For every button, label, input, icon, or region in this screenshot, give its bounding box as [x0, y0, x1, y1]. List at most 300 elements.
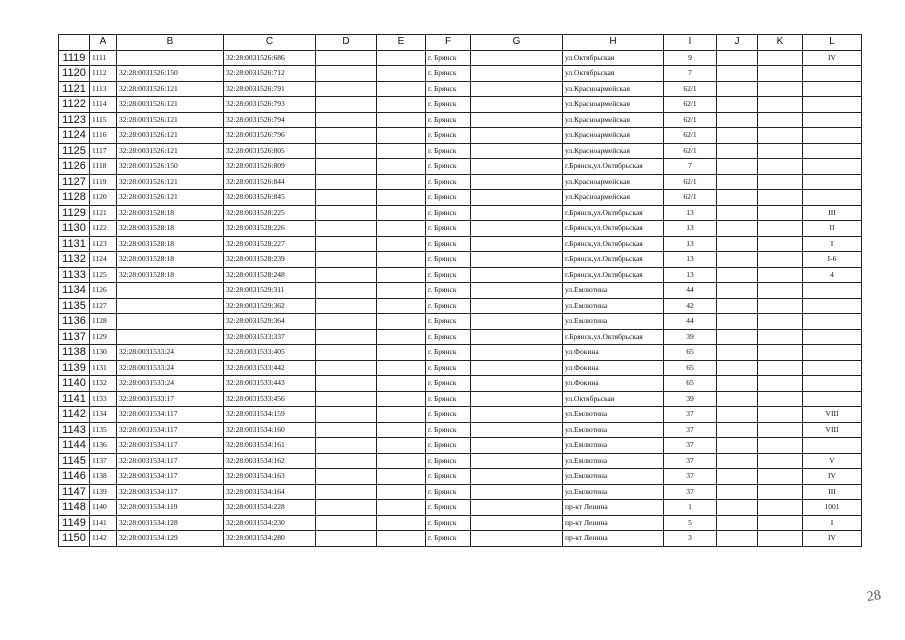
cell-b[interactable]: 32:28:0031534:119	[117, 500, 224, 516]
cell-d[interactable]	[316, 298, 377, 314]
cell-j[interactable]	[717, 484, 758, 500]
cell-a[interactable]: 1141	[90, 515, 117, 531]
cell-c[interactable]: 32:28:0031528:226	[224, 221, 316, 237]
cell-a[interactable]: 1123	[90, 236, 117, 252]
cell-a[interactable]: 1135	[90, 422, 117, 438]
cell-f[interactable]: г. Брянск	[426, 407, 471, 423]
row-number[interactable]: 1128	[59, 190, 90, 206]
cell-j[interactable]	[717, 252, 758, 268]
cell-e[interactable]	[377, 50, 426, 66]
cell-f[interactable]: г. Брянск	[426, 345, 471, 361]
cell-h[interactable]: ул.Красноармейская	[563, 81, 664, 97]
column-header-g[interactable]: G	[471, 35, 563, 51]
cell-e[interactable]	[377, 391, 426, 407]
column-header-a[interactable]: A	[90, 35, 117, 51]
cell-j[interactable]	[717, 376, 758, 392]
cell-i[interactable]: 37	[664, 453, 717, 469]
cell-a[interactable]: 1115	[90, 112, 117, 128]
cell-b[interactable]: 32:28:0031526:121	[117, 190, 224, 206]
cell-i[interactable]: 1	[664, 500, 717, 516]
row-number[interactable]: 1129	[59, 205, 90, 221]
cell-c[interactable]: 32:28:0031534:161	[224, 438, 316, 454]
cell-k[interactable]	[758, 407, 803, 423]
cell-c[interactable]: 32:28:0031526:686	[224, 50, 316, 66]
cell-l[interactable]	[803, 159, 862, 175]
cell-k[interactable]	[758, 128, 803, 144]
cell-j[interactable]	[717, 221, 758, 237]
cell-g[interactable]	[471, 515, 563, 531]
column-header-d[interactable]: D	[316, 35, 377, 51]
cell-f[interactable]: г. Брянск	[426, 97, 471, 113]
cell-l[interactable]: 1001	[803, 500, 862, 516]
cell-f[interactable]: г. Брянск	[426, 50, 471, 66]
cell-j[interactable]	[717, 422, 758, 438]
cell-c[interactable]: 32:28:0031534:159	[224, 407, 316, 423]
cell-e[interactable]	[377, 81, 426, 97]
cell-g[interactable]	[471, 453, 563, 469]
cell-i[interactable]: 44	[664, 314, 717, 330]
cell-d[interactable]	[316, 252, 377, 268]
cell-b[interactable]: 32:28:0031526:121	[117, 112, 224, 128]
cell-e[interactable]	[377, 159, 426, 175]
cell-k[interactable]	[758, 267, 803, 283]
cell-j[interactable]	[717, 500, 758, 516]
cell-l[interactable]: I	[803, 236, 862, 252]
row-number[interactable]: 1146	[59, 469, 90, 485]
cell-j[interactable]	[717, 360, 758, 376]
cell-g[interactable]	[471, 112, 563, 128]
cell-c[interactable]: 32:28:0031528:248	[224, 267, 316, 283]
cell-g[interactable]	[471, 345, 563, 361]
cell-h[interactable]: г.Брянск,ул.Октябрьская	[563, 252, 664, 268]
row-number[interactable]: 1124	[59, 128, 90, 144]
cell-e[interactable]	[377, 97, 426, 113]
row-number[interactable]: 1143	[59, 422, 90, 438]
cell-i[interactable]: 62/1	[664, 81, 717, 97]
cell-j[interactable]	[717, 205, 758, 221]
cell-k[interactable]	[758, 298, 803, 314]
cell-b[interactable]: 32:28:0031533:17	[117, 391, 224, 407]
cell-l[interactable]: III	[803, 484, 862, 500]
cell-d[interactable]	[316, 174, 377, 190]
cell-l[interactable]: I	[803, 515, 862, 531]
cell-f[interactable]: г. Брянск	[426, 174, 471, 190]
cell-j[interactable]	[717, 190, 758, 206]
cell-j[interactable]	[717, 159, 758, 175]
cell-i[interactable]: 13	[664, 252, 717, 268]
cell-l[interactable]	[803, 128, 862, 144]
cell-c[interactable]: 32:28:0031526:712	[224, 66, 316, 82]
row-number[interactable]: 1134	[59, 283, 90, 299]
cell-b[interactable]: 32:28:0031526:150	[117, 66, 224, 82]
row-number[interactable]: 1139	[59, 360, 90, 376]
cell-j[interactable]	[717, 407, 758, 423]
cell-h[interactable]: пр-кт Ленина	[563, 500, 664, 516]
cell-d[interactable]	[316, 81, 377, 97]
cell-e[interactable]	[377, 360, 426, 376]
cell-f[interactable]: г. Брянск	[426, 81, 471, 97]
cell-f[interactable]: г. Брянск	[426, 469, 471, 485]
cell-k[interactable]	[758, 174, 803, 190]
cell-h[interactable]: г.Брянск,ул.Октябрьская	[563, 267, 664, 283]
cell-j[interactable]	[717, 314, 758, 330]
cell-h[interactable]: г.Брянск,ул.Октябрьская	[563, 205, 664, 221]
cell-j[interactable]	[717, 143, 758, 159]
cell-j[interactable]	[717, 128, 758, 144]
cell-c[interactable]: 32:28:0031533:442	[224, 360, 316, 376]
cell-k[interactable]	[758, 531, 803, 547]
cell-b[interactable]	[117, 50, 224, 66]
cell-i[interactable]: 62/1	[664, 174, 717, 190]
cell-h[interactable]: ул.Красноармейская	[563, 143, 664, 159]
row-number[interactable]: 1148	[59, 500, 90, 516]
cell-h[interactable]: ул.Красноармейская	[563, 190, 664, 206]
cell-c[interactable]: 32:28:0031534:160	[224, 422, 316, 438]
cell-k[interactable]	[758, 314, 803, 330]
cell-l[interactable]	[803, 360, 862, 376]
cell-l[interactable]	[803, 438, 862, 454]
cell-h[interactable]: г.Брянск,ул.Октябрьская	[563, 236, 664, 252]
cell-c[interactable]: 32:28:0031528:227	[224, 236, 316, 252]
cell-k[interactable]	[758, 283, 803, 299]
cell-j[interactable]	[717, 174, 758, 190]
cell-c[interactable]: 32:28:0031534:228	[224, 500, 316, 516]
cell-b[interactable]: 32:28:0031528:18	[117, 221, 224, 237]
cell-a[interactable]: 1142	[90, 531, 117, 547]
cell-d[interactable]	[316, 391, 377, 407]
cell-f[interactable]: г. Брянск	[426, 360, 471, 376]
cell-b[interactable]	[117, 283, 224, 299]
cell-a[interactable]: 1120	[90, 190, 117, 206]
cell-d[interactable]	[316, 97, 377, 113]
cell-f[interactable]: г. Брянск	[426, 531, 471, 547]
cell-g[interactable]	[471, 329, 563, 345]
cell-h[interactable]: г.Брянск,ул.Октябрьская	[563, 221, 664, 237]
row-number[interactable]: 1127	[59, 174, 90, 190]
cell-b[interactable]: 32:28:0031534:117	[117, 484, 224, 500]
cell-e[interactable]	[377, 128, 426, 144]
cell-h[interactable]: пр-кт Ленина	[563, 531, 664, 547]
cell-k[interactable]	[758, 50, 803, 66]
row-number[interactable]: 1149	[59, 515, 90, 531]
cell-h[interactable]: ул.Фокина	[563, 360, 664, 376]
cell-f[interactable]: г. Брянск	[426, 236, 471, 252]
cell-h[interactable]: ул.Красноармейская	[563, 97, 664, 113]
cell-j[interactable]	[717, 515, 758, 531]
cell-e[interactable]	[377, 298, 426, 314]
cell-k[interactable]	[758, 205, 803, 221]
cell-k[interactable]	[758, 438, 803, 454]
cell-h[interactable]: ул.Октябрьская	[563, 391, 664, 407]
cell-k[interactable]	[758, 97, 803, 113]
cell-h[interactable]: ул.Емлютина	[563, 469, 664, 485]
column-header-k[interactable]: K	[758, 35, 803, 51]
cell-c[interactable]: 32:28:0031533:405	[224, 345, 316, 361]
cell-k[interactable]	[758, 360, 803, 376]
cell-j[interactable]	[717, 236, 758, 252]
cell-j[interactable]	[717, 267, 758, 283]
cell-l[interactable]: VIII	[803, 407, 862, 423]
cell-e[interactable]	[377, 174, 426, 190]
cell-a[interactable]: 1113	[90, 81, 117, 97]
cell-e[interactable]	[377, 469, 426, 485]
corner-header[interactable]	[59, 35, 90, 51]
cell-d[interactable]	[316, 345, 377, 361]
cell-c[interactable]: 32:28:0031528:225	[224, 205, 316, 221]
cell-i[interactable]: 42	[664, 298, 717, 314]
cell-k[interactable]	[758, 112, 803, 128]
cell-g[interactable]	[471, 190, 563, 206]
cell-c[interactable]: 32:28:0031526:796	[224, 128, 316, 144]
cell-d[interactable]	[316, 236, 377, 252]
row-number[interactable]: 1145	[59, 453, 90, 469]
cell-e[interactable]	[377, 236, 426, 252]
cell-f[interactable]: г. Брянск	[426, 283, 471, 299]
cell-g[interactable]	[471, 422, 563, 438]
cell-k[interactable]	[758, 391, 803, 407]
cell-k[interactable]	[758, 81, 803, 97]
cell-j[interactable]	[717, 81, 758, 97]
cell-l[interactable]: VIII	[803, 422, 862, 438]
cell-b[interactable]	[117, 314, 224, 330]
cell-b[interactable]: 32:28:0031526:150	[117, 159, 224, 175]
cell-b[interactable]: 32:28:0031534:128	[117, 515, 224, 531]
cell-j[interactable]	[717, 345, 758, 361]
cell-b[interactable]: 32:28:0031526:121	[117, 97, 224, 113]
cell-f[interactable]: г. Брянск	[426, 252, 471, 268]
row-number[interactable]: 1136	[59, 314, 90, 330]
cell-a[interactable]: 1112	[90, 66, 117, 82]
cell-g[interactable]	[471, 314, 563, 330]
cell-k[interactable]	[758, 500, 803, 516]
cell-i[interactable]: 62/1	[664, 143, 717, 159]
cell-a[interactable]: 1139	[90, 484, 117, 500]
cell-i[interactable]: 62/1	[664, 97, 717, 113]
cell-d[interactable]	[316, 190, 377, 206]
cell-i[interactable]: 65	[664, 345, 717, 361]
cell-a[interactable]: 1126	[90, 283, 117, 299]
cell-f[interactable]: г. Брянск	[426, 66, 471, 82]
cell-g[interactable]	[471, 159, 563, 175]
cell-a[interactable]: 1136	[90, 438, 117, 454]
cell-c[interactable]: 32:28:0031529:362	[224, 298, 316, 314]
cell-k[interactable]	[758, 422, 803, 438]
cell-g[interactable]	[471, 97, 563, 113]
cell-i[interactable]: 13	[664, 205, 717, 221]
cell-f[interactable]: г. Брянск	[426, 376, 471, 392]
cell-c[interactable]: 32:28:0031526:794	[224, 112, 316, 128]
cell-d[interactable]	[316, 128, 377, 144]
cell-b[interactable]: 32:28:0031534:129	[117, 531, 224, 547]
row-number[interactable]: 1147	[59, 484, 90, 500]
cell-j[interactable]	[717, 391, 758, 407]
cell-c[interactable]: 32:28:0031526:805	[224, 143, 316, 159]
cell-h[interactable]: ул.Емлютина	[563, 314, 664, 330]
cell-j[interactable]	[717, 66, 758, 82]
cell-a[interactable]: 1119	[90, 174, 117, 190]
cell-d[interactable]	[316, 329, 377, 345]
cell-l[interactable]	[803, 376, 862, 392]
row-number[interactable]: 1131	[59, 236, 90, 252]
cell-j[interactable]	[717, 438, 758, 454]
cell-c[interactable]: 32:28:0031533:337	[224, 329, 316, 345]
cell-a[interactable]: 1130	[90, 345, 117, 361]
cell-e[interactable]	[377, 329, 426, 345]
cell-e[interactable]	[377, 143, 426, 159]
cell-f[interactable]: г. Брянск	[426, 500, 471, 516]
row-number[interactable]: 1137	[59, 329, 90, 345]
cell-c[interactable]: 32:28:0031526:845	[224, 190, 316, 206]
row-number[interactable]: 1138	[59, 345, 90, 361]
cell-a[interactable]: 1128	[90, 314, 117, 330]
cell-d[interactable]	[316, 376, 377, 392]
cell-d[interactable]	[316, 438, 377, 454]
cell-b[interactable]: 32:28:0031534:117	[117, 422, 224, 438]
cell-e[interactable]	[377, 221, 426, 237]
cell-i[interactable]: 9	[664, 50, 717, 66]
cell-l[interactable]	[803, 97, 862, 113]
cell-d[interactable]	[316, 469, 377, 485]
cell-l[interactable]	[803, 81, 862, 97]
cell-k[interactable]	[758, 190, 803, 206]
cell-f[interactable]: г. Брянск	[426, 422, 471, 438]
cell-c[interactable]: 32:28:0031533:443	[224, 376, 316, 392]
cell-c[interactable]: 32:28:0031534:162	[224, 453, 316, 469]
cell-h[interactable]: ул.Емлютина	[563, 453, 664, 469]
cell-e[interactable]	[377, 283, 426, 299]
cell-i[interactable]: 62/1	[664, 190, 717, 206]
cell-i[interactable]: 37	[664, 484, 717, 500]
cell-l[interactable]	[803, 298, 862, 314]
cell-g[interactable]	[471, 500, 563, 516]
cell-c[interactable]: 32:28:0031534:230	[224, 515, 316, 531]
cell-c[interactable]: 32:28:0031534:164	[224, 484, 316, 500]
cell-l[interactable]: I-6	[803, 252, 862, 268]
cell-j[interactable]	[717, 531, 758, 547]
cell-b[interactable]	[117, 329, 224, 345]
row-number[interactable]: 1130	[59, 221, 90, 237]
cell-l[interactable]: 4	[803, 267, 862, 283]
cell-b[interactable]: 32:28:0031533:24	[117, 345, 224, 361]
cell-i[interactable]: 65	[664, 360, 717, 376]
cell-g[interactable]	[471, 298, 563, 314]
cell-e[interactable]	[377, 190, 426, 206]
cell-b[interactable]: 32:28:0031533:24	[117, 376, 224, 392]
cell-i[interactable]: 13	[664, 267, 717, 283]
cell-c[interactable]: 32:28:0031533:456	[224, 391, 316, 407]
column-header-l[interactable]: L	[803, 35, 862, 51]
row-number[interactable]: 1141	[59, 391, 90, 407]
row-number[interactable]: 1126	[59, 159, 90, 175]
cell-e[interactable]	[377, 407, 426, 423]
cell-c[interactable]: 32:28:0031529:364	[224, 314, 316, 330]
cell-g[interactable]	[471, 236, 563, 252]
cell-h[interactable]: ул.Октябрьская	[563, 66, 664, 82]
cell-g[interactable]	[471, 143, 563, 159]
cell-e[interactable]	[377, 205, 426, 221]
cell-g[interactable]	[471, 283, 563, 299]
cell-c[interactable]: 32:28:0031534:280	[224, 531, 316, 547]
cell-a[interactable]: 1133	[90, 391, 117, 407]
cell-i[interactable]: 13	[664, 236, 717, 252]
cell-f[interactable]: г. Брянск	[426, 329, 471, 345]
cell-b[interactable]	[117, 298, 224, 314]
cell-a[interactable]: 1111	[90, 50, 117, 66]
cell-f[interactable]: г. Брянск	[426, 112, 471, 128]
cell-g[interactable]	[471, 174, 563, 190]
cell-j[interactable]	[717, 283, 758, 299]
cell-j[interactable]	[717, 298, 758, 314]
cell-b[interactable]: 32:28:0031533:24	[117, 360, 224, 376]
cell-b[interactable]: 32:28:0031526:121	[117, 143, 224, 159]
row-number[interactable]: 1133	[59, 267, 90, 283]
cell-d[interactable]	[316, 422, 377, 438]
column-header-c[interactable]: C	[224, 35, 316, 51]
row-number[interactable]: 1122	[59, 97, 90, 113]
cell-g[interactable]	[471, 66, 563, 82]
cell-b[interactable]: 32:28:0031534:117	[117, 469, 224, 485]
cell-h[interactable]: ул.Октябрьская	[563, 50, 664, 66]
cell-d[interactable]	[316, 515, 377, 531]
cell-c[interactable]: 32:28:0031526:809	[224, 159, 316, 175]
cell-g[interactable]	[471, 376, 563, 392]
cell-k[interactable]	[758, 376, 803, 392]
cell-a[interactable]: 1140	[90, 500, 117, 516]
cell-a[interactable]: 1129	[90, 329, 117, 345]
column-header-b[interactable]: B	[117, 35, 224, 51]
cell-i[interactable]: 37	[664, 422, 717, 438]
cell-a[interactable]: 1121	[90, 205, 117, 221]
cell-h[interactable]: ул.Фокина	[563, 376, 664, 392]
cell-b[interactable]: 32:28:0031528:18	[117, 267, 224, 283]
cell-g[interactable]	[471, 407, 563, 423]
cell-a[interactable]: 1114	[90, 97, 117, 113]
cell-e[interactable]	[377, 422, 426, 438]
cell-h[interactable]: ул.Емлютина	[563, 484, 664, 500]
cell-d[interactable]	[316, 283, 377, 299]
row-number[interactable]: 1121	[59, 81, 90, 97]
cell-j[interactable]	[717, 97, 758, 113]
cell-c[interactable]: 32:28:0031528:239	[224, 252, 316, 268]
cell-l[interactable]	[803, 391, 862, 407]
cell-e[interactable]	[377, 515, 426, 531]
cell-j[interactable]	[717, 329, 758, 345]
row-number[interactable]: 1140	[59, 376, 90, 392]
cell-i[interactable]: 7	[664, 66, 717, 82]
cell-f[interactable]: г. Брянск	[426, 267, 471, 283]
cell-d[interactable]	[316, 66, 377, 82]
cell-i[interactable]: 3	[664, 531, 717, 547]
row-number[interactable]: 1135	[59, 298, 90, 314]
cell-e[interactable]	[377, 66, 426, 82]
cell-f[interactable]: г. Брянск	[426, 205, 471, 221]
row-number[interactable]: 1142	[59, 407, 90, 423]
cell-b[interactable]: 32:28:0031534:117	[117, 438, 224, 454]
cell-f[interactable]: г. Брянск	[426, 190, 471, 206]
row-number[interactable]: 1123	[59, 112, 90, 128]
cell-h[interactable]: ул.Красноармейская	[563, 128, 664, 144]
cell-g[interactable]	[471, 438, 563, 454]
cell-d[interactable]	[316, 360, 377, 376]
cell-a[interactable]: 1131	[90, 360, 117, 376]
cell-l[interactable]	[803, 345, 862, 361]
cell-e[interactable]	[377, 438, 426, 454]
cell-d[interactable]	[316, 453, 377, 469]
cell-a[interactable]: 1134	[90, 407, 117, 423]
cell-e[interactable]	[377, 112, 426, 128]
cell-l[interactable]: V	[803, 453, 862, 469]
cell-d[interactable]	[316, 205, 377, 221]
